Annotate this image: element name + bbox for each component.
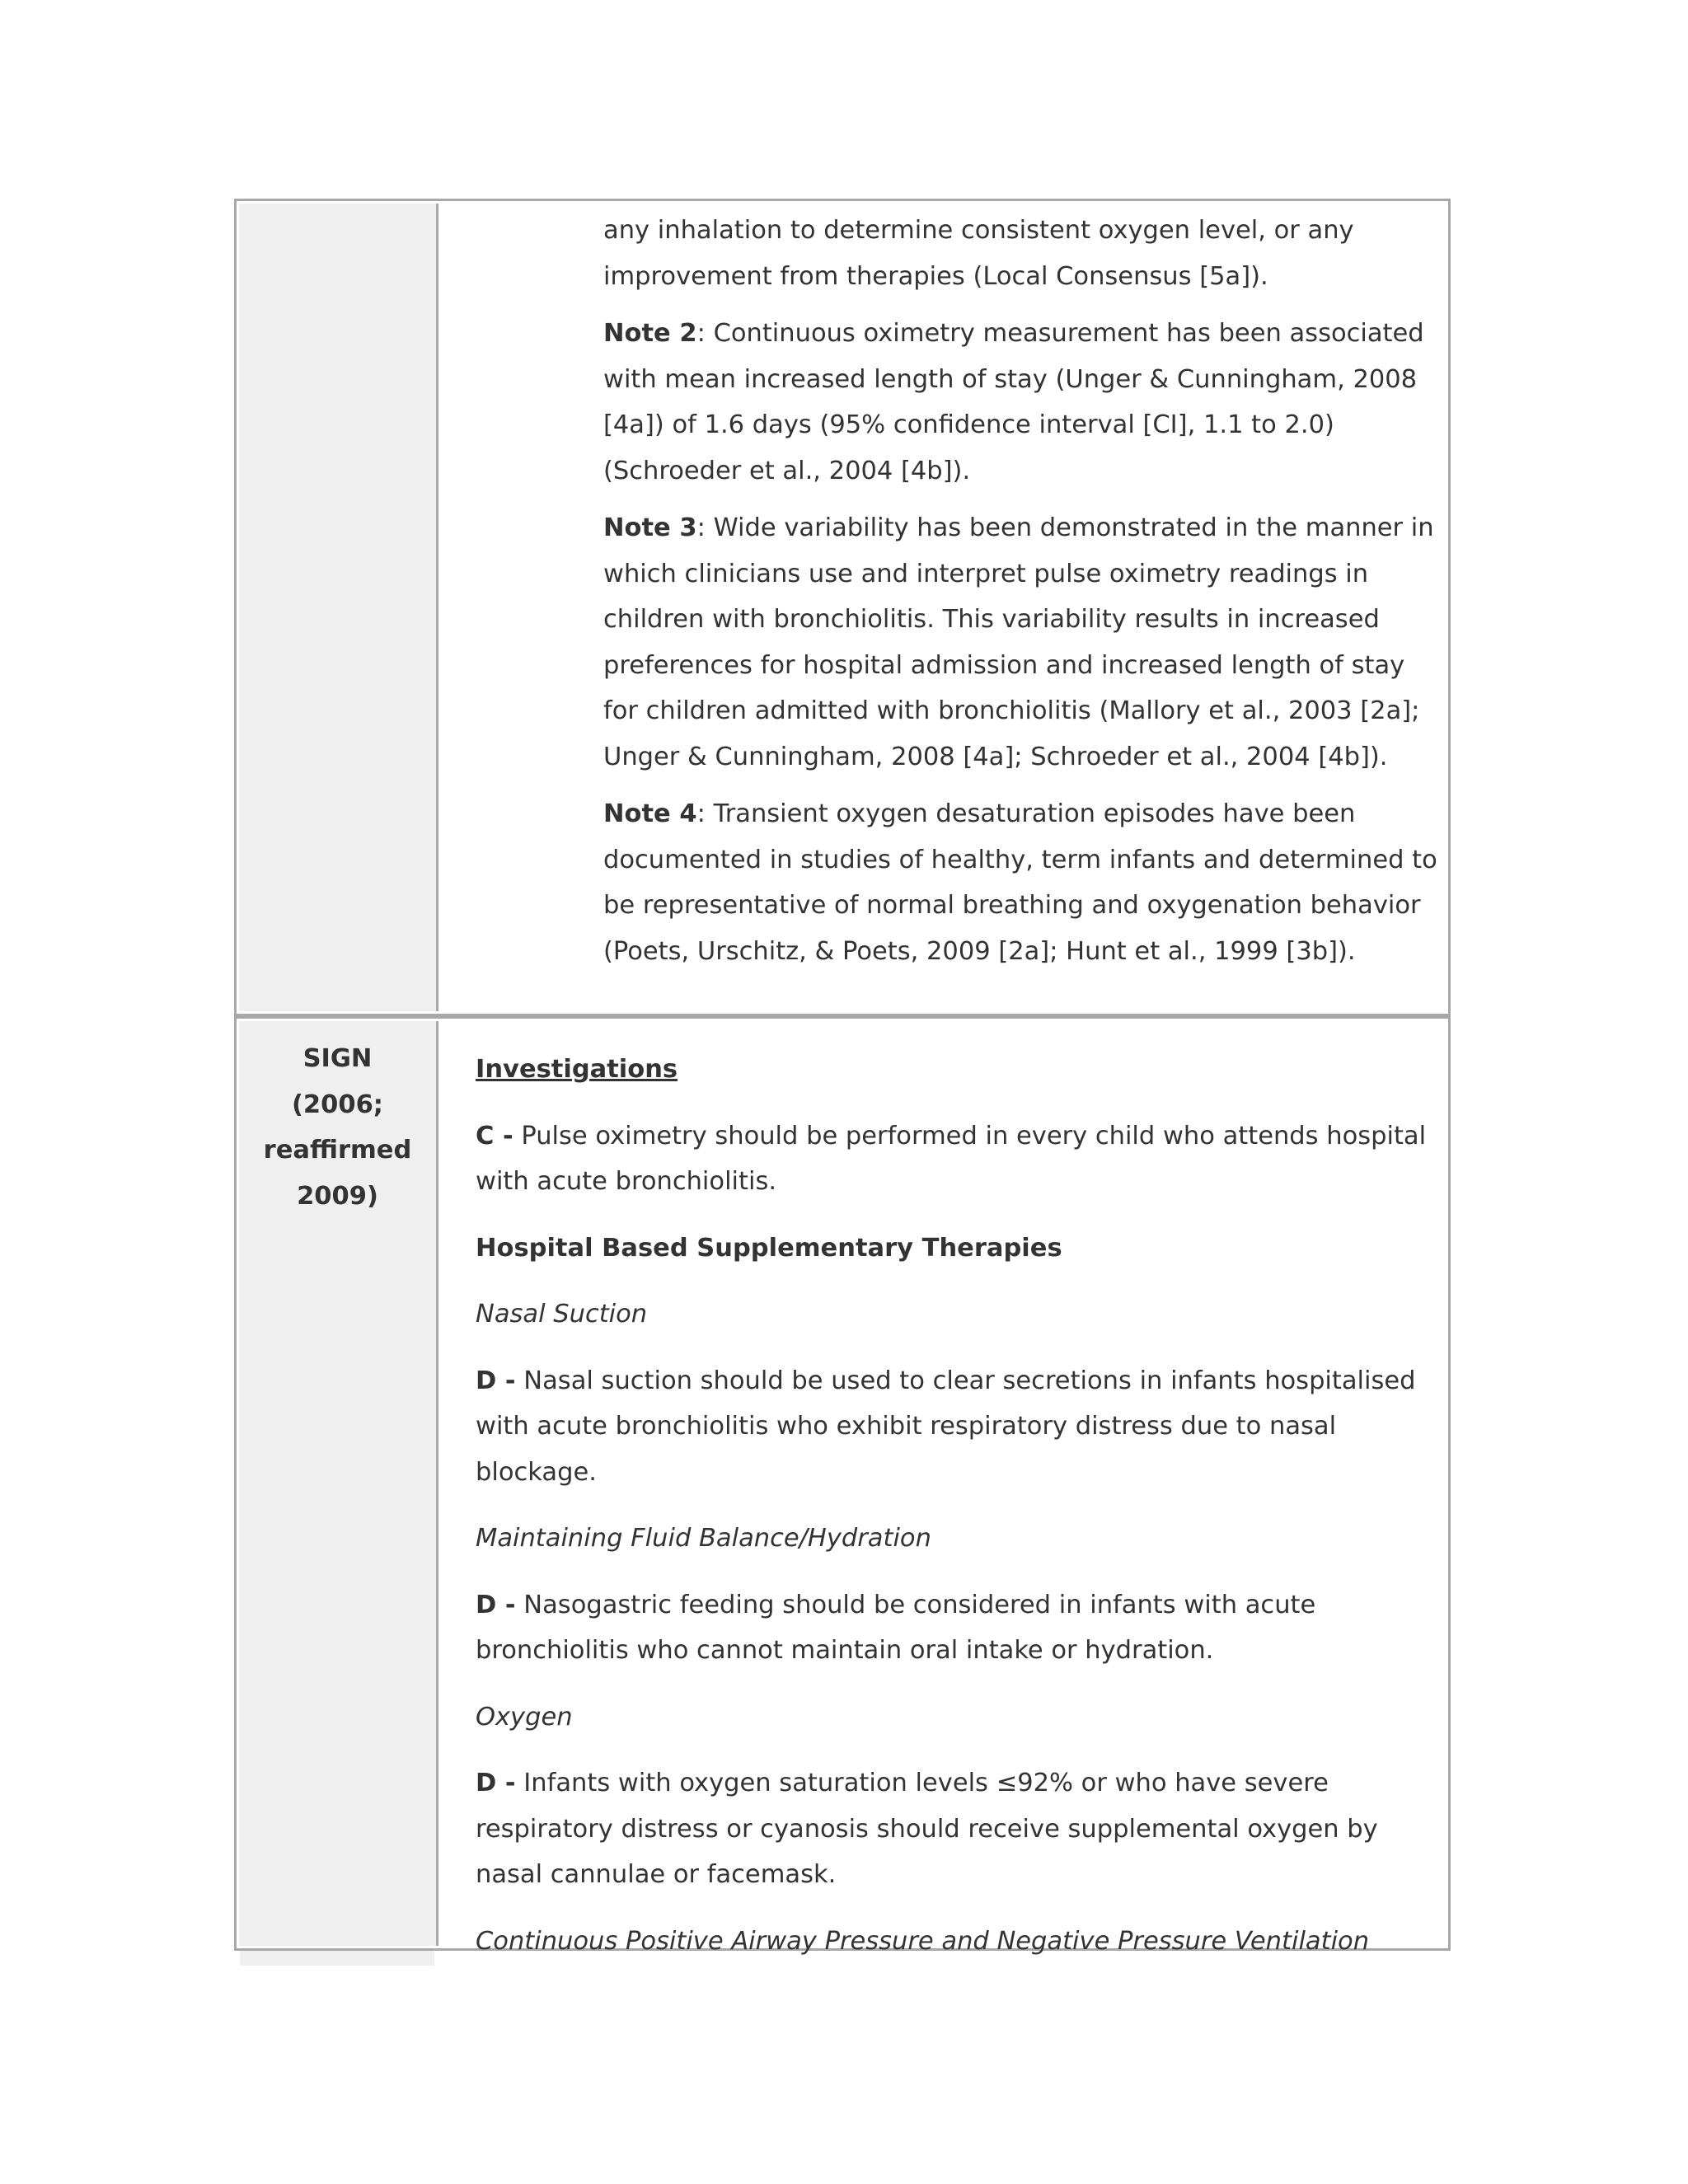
cpap-heading: Continuous Positive Airway Pressure and Negative Pressure Ventilation <box>476 1926 1370 1956</box>
note-label: Note 4 <box>603 799 697 828</box>
recommendation-d-oxygen <box>476 1760 1440 1898</box>
cell-divider <box>436 1021 438 1946</box>
source-line: (2006; <box>291 1090 384 1119</box>
grade-label: D - <box>476 1366 516 1395</box>
cell-shade-overflow <box>240 1951 434 1966</box>
intro-paragraph: any inhalation to determine consistent oxygen level, or any improvement from therapies (Local Consensus [5a]). <box>603 216 1354 291</box>
recommendation-c <box>476 1113 1440 1205</box>
hospital-therapies-heading: Hospital Based Supplementary Therapies <box>476 1233 1062 1263</box>
note-label: Note 3 <box>603 513 697 542</box>
oxygen-heading: Oxygen <box>476 1702 573 1732</box>
source-cell <box>239 204 436 1011</box>
source-line: reaffirmed <box>263 1136 412 1165</box>
grade-label: C - <box>476 1121 513 1151</box>
source-label <box>239 1036 436 1219</box>
recommendation-text: Infants with oxygen saturation levels ≤92% or who have severe respiratory distress or cyanosis should receive supplemental oxygen by nasal cannulae or facemask. <box>476 1769 1378 1889</box>
fluid-balance-heading: Maintaining Fluid Balance/Hydration <box>476 1524 931 1553</box>
source-line: SIGN <box>302 1044 373 1073</box>
note-text: : Wide variability has been demonstrated in the manner in which clinicians use and interpret pulse oximetry readings in children with bronchiolitis. This variability results in increased preferences for hospital admission and increased length of stay for children admitted with bronchiolitis (Mallory et al., 2003 [2a]; Unger & Cunningham, 2008 [4a]; Schroeder et al., 2004 [4b]). <box>603 513 1434 771</box>
recommendation-text: Pulse oximetry should be performed in every child who attends hospital with acute bronchiolitis. <box>476 1121 1427 1196</box>
note-label: Note 2 <box>603 319 697 348</box>
recommendation-cell <box>603 208 1444 986</box>
recommendation-cell <box>476 1047 1440 1985</box>
note-4-paragraph <box>603 791 1444 974</box>
note-text: : Continuous oximetry measurement has been associated with mean increased length of stay (Unger & Cunningham, 2008 [4a]) of 1.6 days (95% confidence interval [CI], 1.1 to 2.0) (Schroeder et al., 2004 [4b]). <box>603 319 1424 485</box>
note-2-paragraph <box>603 311 1444 494</box>
investigations-heading: Investigations <box>476 1055 678 1084</box>
grade-label: D - <box>476 1590 516 1619</box>
note-text: : Transient oxygen desaturation episodes have been documented in studies of healthy, term infants and determined to be representative of normal breathing and oxygenation behavior (Poets, Urschitz, & Poets, 2009 [2a]; Hunt et al., 1999 [3b]). <box>603 799 1437 966</box>
nasal-suction-heading: Nasal Suction <box>476 1300 648 1329</box>
recommendation-d-nasal <box>476 1358 1440 1496</box>
recommendation-text: Nasal suction should be used to clear secretions in infants hospitalised with acute bronchiolitis who exhibit respiratory distress due to nasal blockage. <box>476 1366 1416 1487</box>
table-row <box>234 1016 1451 1956</box>
source-line: 2009) <box>297 1181 378 1211</box>
source-cell <box>239 1021 436 1946</box>
table-row <box>234 199 1451 1016</box>
recommendation-text: Nasogastric feeding should be considered in infants with acute bronchiolitis who cannot maintain oral intake or hydration. <box>476 1590 1316 1665</box>
note-3-paragraph <box>603 505 1444 780</box>
cell-divider <box>436 204 438 1011</box>
grade-label: D - <box>476 1769 516 1797</box>
recommendation-d-fluid <box>476 1582 1440 1674</box>
